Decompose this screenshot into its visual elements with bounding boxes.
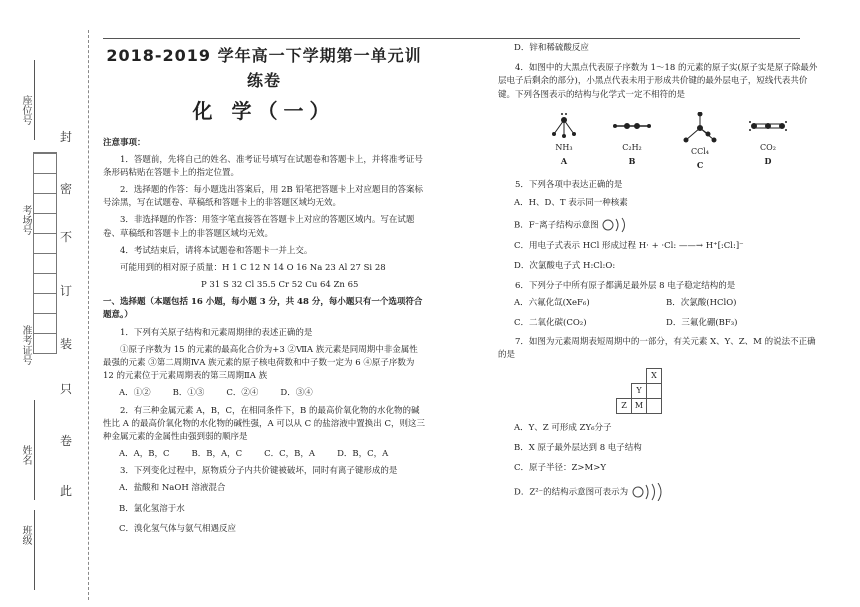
field-class: 班级: [20, 525, 31, 545]
note-item: 1．答题前，先将自己的姓名、准考证号填写在试题卷和答题卡上，并将准考证号条形码粘贴在答题卡上的指定位置。: [103, 154, 423, 178]
option-a[interactable]: A．Y、Z 可形成 ZY₆分子: [514, 423, 612, 434]
note-item: 3．非选择题的作答：用签字笔直接答在答题卡上对应的答题区域内。写在试题卷、草稿纸和答题卡上的非答题区域均无效。: [103, 215, 415, 239]
option-c[interactable]: C．②④: [226, 388, 259, 399]
cell-x: X: [647, 369, 662, 384]
molecule-a[interactable]: [544, 112, 584, 172]
molecule-label: B: [628, 156, 636, 167]
molecule-label: A: [560, 156, 568, 167]
field-admission-number: 准考证号: [20, 325, 31, 365]
question-stem: 4．如图中的大黑点代表原子序数为 1～18 的元素的原子实(原子实是原子除最外层电子后剩余的部分)，小黑点代表未用于形成共价键的最外层电子，短线代表共价键。下列各图表示的结构与化学式一定不相符的是: [498, 63, 818, 100]
option-d[interactable]: [498, 260, 818, 273]
c2h2-structure-icon: [612, 112, 652, 140]
cell-m: M: [632, 399, 647, 414]
option-a[interactable]: A．盐酸和 NaOH 溶液混合: [119, 483, 226, 494]
cell-z: Z: [617, 399, 632, 414]
class-line: [34, 510, 35, 590]
option-c[interactable]: C．溴化氢气体与氨气相遇反应: [119, 523, 237, 534]
hclo-electron-formula: H:Cl:O:: [583, 260, 616, 271]
admission-number-grid: [33, 152, 57, 354]
option-c[interactable]: C．二氧化碳(CO₂): [514, 317, 587, 328]
periodic-table-fragment: [616, 368, 662, 414]
option-c[interactable]: C．原子半径：Z>M>Y: [514, 463, 606, 474]
co2-structure-icon: [748, 112, 788, 140]
option-b[interactable]: [498, 217, 818, 233]
notes-heading: 注意事项：: [103, 137, 146, 148]
seal-char: 不: [60, 230, 73, 244]
seal-char: 密: [60, 182, 73, 196]
seal-char: 只: [60, 382, 73, 396]
seal-char: 订: [60, 284, 73, 298]
section-heading: 一、选择题（本题包括 16 小题，每小题 3 分，共 48 分，每小题只有一个选项符合题意。）: [103, 297, 423, 321]
question-stem: 3．下列变化过程中，原物质分子内共价键被破坏，同时有离子键形成的是: [120, 466, 398, 477]
option-d[interactable]: D．B，C，A: [337, 449, 389, 460]
cut-line: [88, 30, 89, 600]
binding-margin: [0, 0, 100, 607]
question-stem: 6．下列分子中所有原子都满足最外层 8 电子稳定结构的是: [515, 281, 736, 292]
option-b[interactable]: B．B，A，C: [191, 449, 243, 460]
option-d-text: D．Z²⁻的结构示意图可表示为: [514, 487, 629, 498]
nh3-structure-icon: [549, 112, 579, 140]
option-d-text: D．次氯酸电子式: [514, 260, 581, 271]
top-rule: [103, 38, 800, 39]
option-d[interactable]: [498, 483, 818, 501]
ion-structure-diagram-icon: [631, 483, 665, 501]
question-stem: 5．下列各项中表达正确的是: [515, 180, 623, 191]
molecule-formula: NH₃: [555, 142, 573, 152]
question-stem: 1．下列有关原子结构和元素周期律的表述正确的是: [120, 327, 313, 338]
molecule-label: D: [764, 156, 772, 167]
option-row: [498, 317, 818, 330]
option-a[interactable]: A．A，B，C: [119, 449, 170, 460]
option-c-text: C．用电子式表示 HCl 形成过程: [514, 240, 637, 251]
ion-structure-diagram-icon: [601, 217, 631, 233]
option-row: [103, 387, 425, 400]
option-row: [103, 448, 425, 461]
molecule-d[interactable]: [748, 112, 788, 172]
option-a[interactable]: A．①②: [119, 388, 151, 399]
page-subtitle: 化 学（一）: [192, 98, 336, 123]
molecule-c[interactable]: [680, 112, 720, 172]
right-column: [498, 42, 818, 508]
molecule-formula: CO₂: [760, 142, 776, 152]
seal-char: 装: [60, 337, 73, 351]
field-name: 姓名: [20, 445, 31, 465]
molecule-figures: [498, 106, 818, 172]
note-item: 2．选择题的作答：每小题选出答案后，用 2B 铅笔把答题卡上对应题目的答案标号涂黑，写在试题卷、草稿纸和答题卡上的非答题区域均无效。: [103, 185, 423, 209]
option-b[interactable]: B．次氯酸(HClO): [666, 298, 737, 309]
hcl-electron-formula: H· + ·Cl: ——→ H⁺[:Cl:]⁻: [638, 240, 744, 251]
seat-number-line: [34, 60, 35, 140]
molecule-formula: CCl₄: [690, 146, 709, 156]
seal-char: 此: [60, 484, 73, 498]
molecule-b[interactable]: [612, 112, 652, 172]
page-title: 2018-2019 学年高一下学期第一单元训练卷: [106, 46, 422, 90]
question-body: ①原子序数为 15 的元素的最高化合价为+3 ②ⅦA 族元素是同周期中非金属性最强的元素 ③第二周期ⅣA 族元素的原子核电荷数和中子数一定为 6 ④原子序数为 12 的元素位于元素周期表的第三周期ⅡA 族: [103, 344, 418, 382]
option-b[interactable]: B．氯化氢溶于水: [119, 503, 185, 514]
option-c[interactable]: C．C，B，A: [264, 449, 316, 460]
note-item: 4．考试结束后，请将本试题卷和答题卡一并上交。: [120, 245, 313, 256]
name-line: [34, 400, 35, 500]
atomic-masses-line: 可能用到的相对原子质量：H 1 C 12 N 14 O 16 Na 23 Al 27 Si 28: [120, 262, 386, 273]
option-row: [498, 297, 818, 310]
question-stem: 2．有三种金属元素 A，B，C，在相同条件下，B 的最高价氧化物的水化物的碱性比 A 的最高价氧化物的水化物的碱性强，A 可以从 C 的盐溶液中置换出 C，则这三种金属元素的金属性由强到弱的顺序是: [103, 405, 425, 442]
option-c[interactable]: [498, 240, 818, 253]
option-a[interactable]: A．H、D、T 表示同一种核素: [514, 197, 628, 208]
left-column: [103, 40, 425, 543]
cell-y: Y: [632, 384, 647, 399]
ccl4-structure-icon: [682, 112, 718, 144]
seal-char: 封: [60, 130, 73, 144]
seal-char: 卷: [60, 434, 73, 448]
molecule-label: C: [696, 160, 704, 171]
option-b-text: B．F⁻离子结构示意图: [514, 220, 599, 231]
option-b[interactable]: B．X 原子最外层达到 8 电子结构: [514, 443, 642, 454]
question-stem: 7．如图为元素周期表短周期中的一部分，有关元素 X、Y、Z、M 的说法不正确的是: [498, 336, 816, 360]
option-b[interactable]: B．①③: [172, 388, 205, 399]
option-a[interactable]: A．六氟化氙(XeF₆): [514, 298, 590, 309]
field-exam-room: 考场号: [20, 205, 31, 235]
atomic-masses-line: P 31 S 32 Cl 35.5 Cr 52 Cu 64 Zn 65: [201, 280, 359, 291]
option-d[interactable]: D．锌和稀硫酸反应: [514, 43, 589, 53]
molecule-formula: C₂H₂: [622, 142, 642, 152]
option-d[interactable]: D．③④: [280, 388, 313, 399]
option-d[interactable]: D．三氟化硼(BF₃): [666, 317, 738, 328]
field-seat-number: 座位号: [20, 95, 31, 125]
